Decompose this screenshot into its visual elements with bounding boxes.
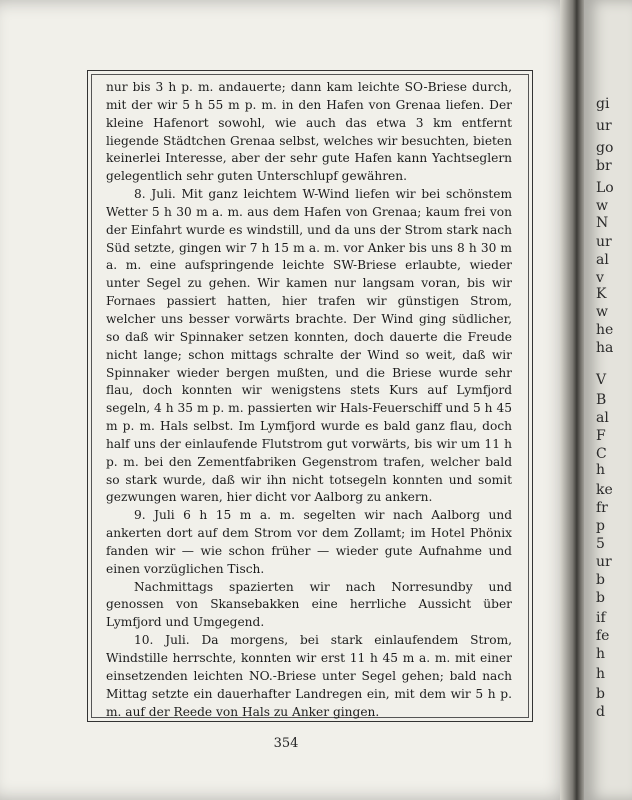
- facing-line-fragment: b: [596, 572, 605, 588]
- facing-line-fragment: p: [596, 518, 605, 534]
- facing-line-fragment: v: [596, 270, 604, 286]
- facing-line-fragment: B: [596, 392, 607, 408]
- facing-line-fragment: V: [596, 372, 607, 388]
- facing-line-fragment: fe: [596, 628, 610, 644]
- facing-line-fragment: h: [596, 666, 606, 682]
- facing-line-fragment: w: [596, 198, 608, 214]
- paragraph-3: 9. Juli 6 h 15 m a. m. segelten wir nach Aalborg und ankerten dort auf dem Strom vor dem Zollamt; im Hotel Phönix fanden wir — wie schon früher — wieder gute Aufnahme und einen vorzüglichen Tisch.: [106, 508, 512, 576]
- paragraph-2: 8. Juli. Mit ganz leichtem W-Wind liefen wir bei schönstem Wetter 5 h 30 m a. m. aus dem Hafen von Grenaa; kaum frei von der Einfahrt wurde es windstill, und da uns der Strom stark nach Süd setzte, gingen wir 7 h 15 m a. m. vor Anker bis uns 8 h 30 m a. m. eine aufspringende leichte SW-Briese erlaubte, wieder unter Segel zu gehen. Wir kamen nur langsam voran, bis wir Fornaes passiert hatten, hier trafen wir günstigen Strom, welcher uns besser vorwärts brachte. Der Wind ging südlicher, so daß wir Spinnaker setzen konnten, doch dauerte die Freude nicht lange; schon mittags schralte der Wind so weit, daß wir Spinnaker wieder bergen mußten, und die Briese wurde sehr flau, doch konnten wir wenigstens stets Kurs auf Lymfjord segeln, 4 h 35 m p. m. passierten wir Hals-Feuerschiff und 5 h 45 m p. m. Hals selbst. Im Lymfjord wurde es bald ganz flau, doch half uns der einlaufende Flutstrom gut vorwärts, bis wir um 11 h p. m. bei den Zementfabriken Gegenstrom trafen, welcher bald so stark wurde, daß wir ihn nicht totsegeln konnten und somit gezwungen waren, hier dicht vor Aalborg zu ankern.: [106, 187, 512, 505]
- facing-page: [584, 0, 632, 800]
- paragraph-5: 10. Juli. Da morgens, bei stark einlaufendem Strom, Windstille herrschte, konnten wir erst 11 h 45 m a. m. mit einer einsetzenden leichten NO.-Briese unter Segel gehen; bald nach Mittag setzte ein dauerhafter Landregen ein, mit dem wir 5 h p. m. auf der Reede von Hals zu Anker gingen.: [106, 633, 512, 719]
- facing-line-fragment: go: [596, 140, 614, 156]
- facing-line-fragment: ur: [596, 234, 612, 250]
- facing-line-fragment: h: [596, 646, 606, 662]
- facing-line-fragment: 5: [596, 536, 605, 552]
- facing-line-fragment: C: [596, 446, 607, 462]
- facing-line-fragment: ur: [596, 118, 612, 134]
- facing-line-fragment: w: [596, 304, 608, 320]
- facing-line-fragment: ke: [596, 482, 613, 498]
- facing-line-fragment: al: [596, 252, 609, 268]
- facing-line-fragment: F: [596, 428, 606, 444]
- facing-line-fragment: K: [596, 286, 607, 302]
- facing-line-fragment: if: [596, 610, 606, 626]
- paragraph-4: Nachmittags spazierten wir nach Norresundby und genossen von Skansebakken eine herrliche Aussicht über Lymfjord und Umgegend.: [106, 579, 512, 630]
- facing-line-fragment: h: [596, 462, 606, 478]
- facing-line-fragment: fr: [596, 500, 608, 516]
- facing-line-fragment: Lo: [596, 180, 614, 196]
- facing-line-fragment: gi: [596, 96, 610, 112]
- facing-line-fragment: ha: [596, 340, 614, 356]
- facing-line-fragment: he: [596, 322, 614, 338]
- page-number: 354: [273, 736, 299, 751]
- facing-line-fragment: al: [596, 410, 609, 426]
- facing-line-fragment: b: [596, 590, 605, 606]
- facing-line-fragment: br: [596, 158, 612, 174]
- facing-line-fragment: ur: [596, 554, 612, 570]
- facing-line-fragment: N: [596, 215, 609, 231]
- facing-line-fragment: b: [596, 686, 605, 702]
- paragraph-1: nur bis 3 h p. m. andauerte; dann kam leichte SO-Briese durch, mit der wir 5 h 55 m p. m. in den Hafen von Grenaa liefen. Der kleine Hafenort sowohl, wie auch das etwa 3 km entfernt liegende Städtchen Grenaa selbst, welches wir besuchten, bieten keinerlei Interesse, aber der sehr gute Hafen kann Yachtseglern gelegentlich sehr guten Unterschlupf gewähren.: [106, 80, 512, 184]
- facing-line-fragment: d: [596, 704, 605, 720]
- body-text: [106, 79, 512, 721]
